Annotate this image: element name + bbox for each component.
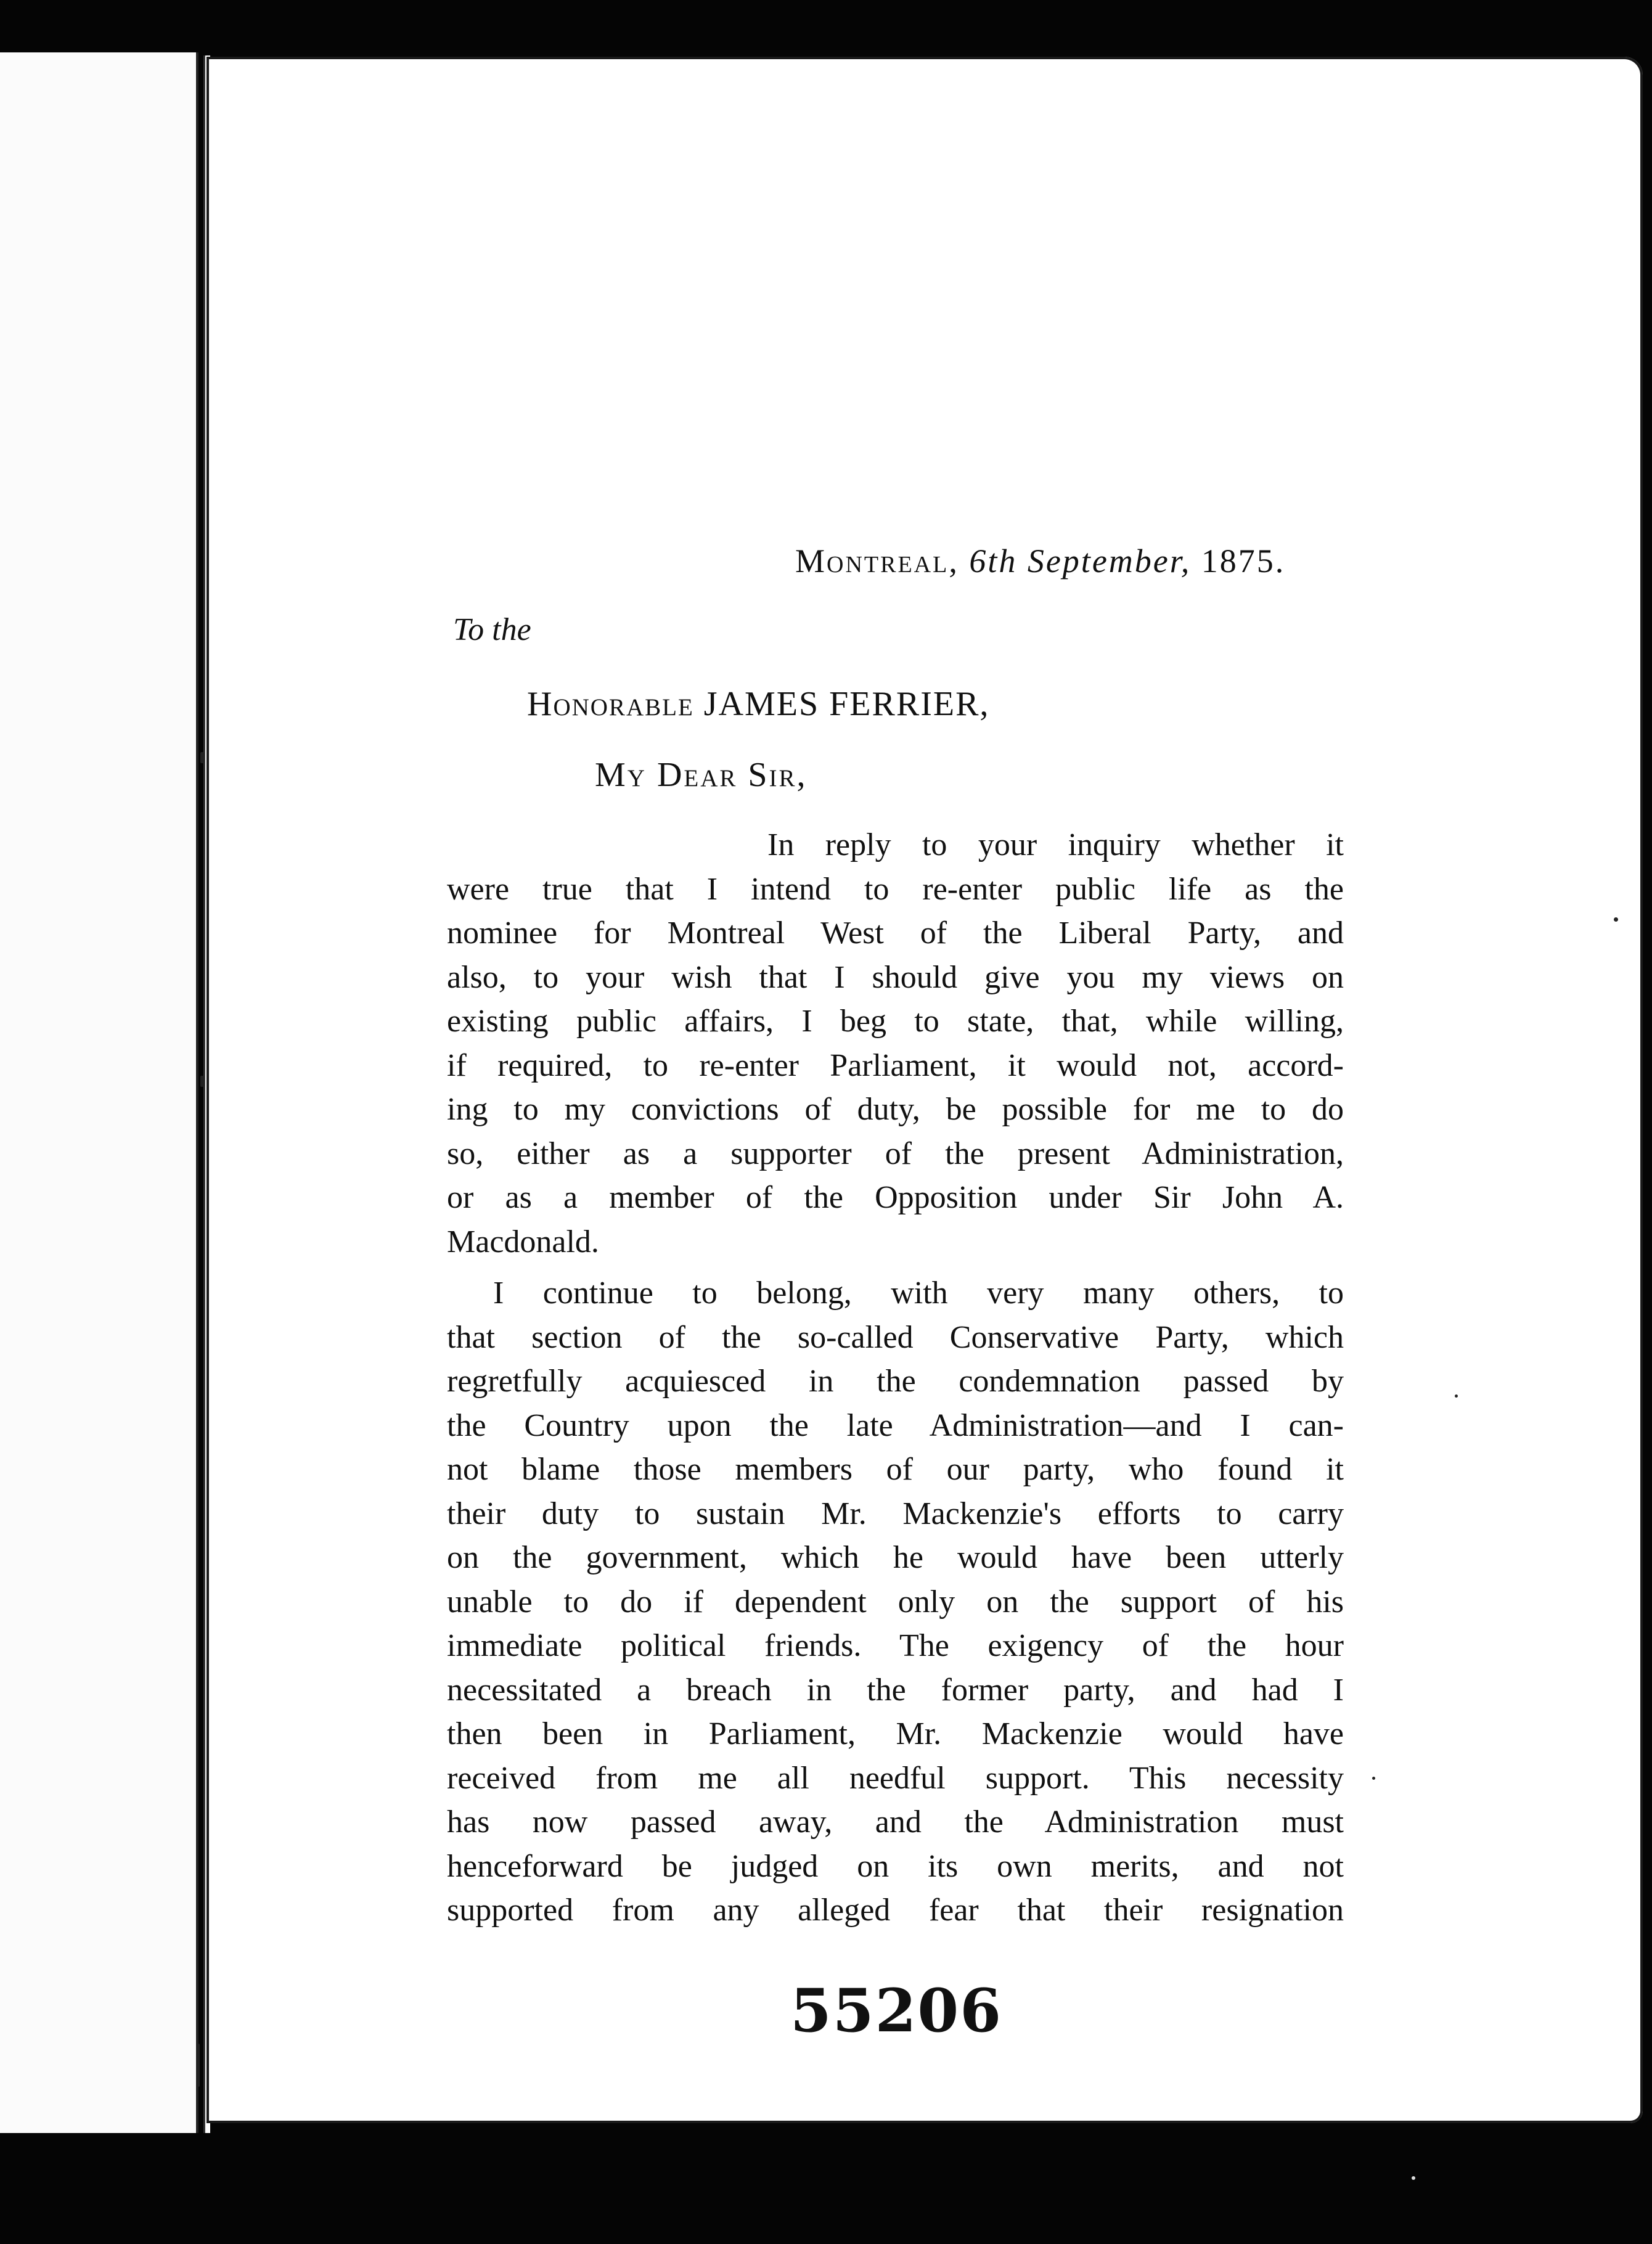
- text-line: if required, to re-enter Parliament, it would not, accord-: [447, 1047, 1344, 1083]
- scan-speck: [200, 1076, 204, 1087]
- addressee-honorific: Honorable: [527, 685, 694, 723]
- letter-body: [447, 823, 1344, 1933]
- text-line: their duty to sustain Mr. Mackenzie's efforts to carry: [447, 1496, 1344, 1531]
- text-line: also, to your wish that I should give you my views on: [447, 959, 1344, 995]
- text-line: In reply to your inquiry whether it: [767, 827, 1344, 862]
- text-line: received from me all needful support. This necessity: [447, 1760, 1344, 1796]
- text-line: immediate political friends. The exigency of the hour: [447, 1628, 1344, 1663]
- text-line: existing public affairs, I beg to state, that, while willing,: [447, 1004, 1344, 1039]
- catalog-number: 55206: [790, 1976, 1002, 2045]
- text-line: Macdonald.: [447, 1224, 599, 1259]
- previous-page-edge: [0, 52, 198, 2133]
- scan-speck: [1412, 2176, 1415, 2180]
- text-line: supported from any alleged fear that their resignation: [447, 1893, 1344, 1928]
- text-line: on the government, which he would have been utterly: [447, 1540, 1344, 1575]
- text-line: then been in Parliament, Mr. Mackenzie would have: [447, 1716, 1344, 1751]
- dateline-place: Montreal,: [795, 543, 959, 579]
- addressee: [527, 684, 989, 724]
- scan-speck: [1455, 1394, 1458, 1398]
- salutation: My Dear Sir,: [595, 756, 808, 794]
- text-line: so, either as a supporter of the present Administration,: [447, 1136, 1344, 1171]
- addressee-name: JAMES FERRIER,: [703, 685, 990, 723]
- text-line: or as a member of the Opposition under Sir John A.: [447, 1180, 1344, 1215]
- text-line: ing to my convictions of duty, be possible for me to do: [447, 1092, 1344, 1127]
- text-line: necessitated a breach in the former party, and had I: [447, 1672, 1344, 1708]
- text-line: not blame those members of our party, who found it: [447, 1452, 1344, 1487]
- scan-speck: [200, 752, 204, 763]
- text-line: henceforward be judged on its own merits, and not: [447, 1848, 1344, 1884]
- text-line: that section of the so-called Conservative Party, which: [447, 1319, 1344, 1355]
- text-line: nominee for Montreal West of the Liberal Party, and: [447, 915, 1344, 951]
- text-line: regretfully acquiesced in the condemnation passed by: [447, 1364, 1344, 1399]
- scan-speck: [196, 2044, 200, 2087]
- dateline-day: 6th: [969, 543, 1018, 579]
- text-line: I continue to belong, with very many others, to: [493, 1276, 1344, 1311]
- dateline: [795, 541, 1285, 581]
- dateline-month: September,: [1027, 543, 1192, 579]
- text-line: were true that I intend to re-enter public life as the: [447, 871, 1344, 907]
- dateline-year: 1875.: [1201, 543, 1286, 579]
- text-line: unable to do if dependent only on the support of his: [447, 1584, 1344, 1620]
- scan-speck: [1372, 1777, 1375, 1780]
- text-line: has now passed away, and the Administration must: [447, 1804, 1344, 1840]
- to-the-line: To the: [453, 612, 531, 647]
- scan-speck: [1614, 917, 1618, 922]
- text-line: the Country upon the late Administration—and I can-: [447, 1407, 1344, 1443]
